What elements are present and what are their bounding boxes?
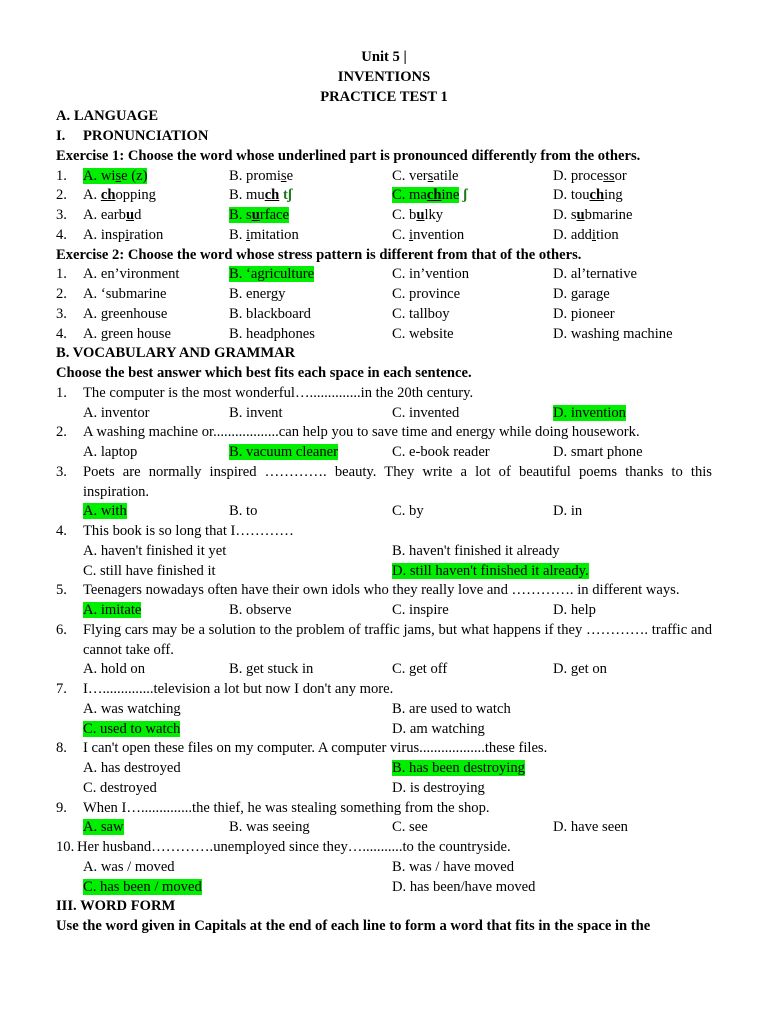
option-text-post: d — [134, 207, 142, 223]
option-label: A. saw — [83, 819, 124, 836]
answer-option — [83, 285, 167, 305]
answer-option — [392, 779, 485, 799]
stress-row — [56, 285, 712, 305]
option-text-post: mitation — [250, 226, 299, 243]
option-label: C. province — [392, 286, 461, 302]
underlined-sound: ch — [589, 187, 605, 204]
option-label: A. with — [83, 503, 127, 520]
option-label: D. has been/have moved — [392, 878, 536, 895]
answer-option — [392, 502, 424, 522]
stress-row — [56, 265, 712, 285]
answer-option — [229, 167, 293, 187]
question-number: 3. — [56, 305, 67, 322]
answer-option — [83, 660, 145, 680]
section-iii-instruction: Use the word given in Capitals at the end of each line to form a word that fits in the space in the — [56, 918, 651, 935]
question-number: 10. — [56, 839, 75, 856]
option-label: C. still have finished it — [83, 562, 216, 579]
question-number: 9. — [56, 799, 67, 816]
option-word — [229, 168, 293, 184]
option-text-post: ration — [129, 226, 164, 243]
option-word — [83, 227, 163, 243]
option-text-pre: C. ver — [392, 167, 428, 184]
answer-option — [229, 186, 292, 206]
answer-option — [392, 720, 485, 740]
option-word — [392, 187, 459, 203]
option-label: A. imitate — [83, 602, 142, 619]
option-text-post: rface — [259, 207, 289, 223]
answer-option — [83, 542, 226, 562]
option-label: A. haven't finished it yet — [83, 542, 227, 559]
ipa-annotation: tʃ — [282, 187, 293, 204]
option-text-pre: B. promi — [229, 167, 281, 184]
question-text: I…..............television a lot but now I don't any more. — [83, 681, 394, 698]
answer-option — [392, 226, 464, 246]
answer-option — [392, 443, 490, 463]
answer-option — [83, 305, 167, 325]
option-label: D. have seen — [553, 819, 628, 836]
option-label: B. ‘agriculture — [229, 266, 315, 283]
option-word — [229, 187, 279, 203]
option-label: C. used to watch — [83, 720, 181, 737]
answer-option — [229, 818, 310, 838]
option-label: B. headphones — [229, 325, 315, 342]
answer-option — [553, 660, 607, 680]
option-label: A. en’vironment — [83, 266, 180, 283]
option-label: A. greenhouse — [83, 305, 168, 322]
answer-option — [392, 660, 447, 680]
answer-row — [56, 542, 712, 562]
option-label: A. was watching — [83, 700, 181, 717]
section-b-instruction: Choose the best answer which best fits each space in each sentence. — [56, 365, 472, 381]
answer-option — [83, 265, 179, 285]
option-word — [83, 207, 141, 223]
question-number: 2. — [56, 187, 67, 204]
answer-row — [56, 779, 712, 799]
option-text-pre: D. s — [553, 207, 577, 223]
vocabulary-questions — [56, 384, 712, 898]
answer-option — [229, 502, 257, 522]
question-number: 2. — [56, 286, 67, 302]
option-label: B. get stuck in — [229, 661, 314, 678]
option-text-post: atile — [433, 167, 459, 184]
section-i-num: I. — [56, 128, 66, 144]
option-text-pre: A. — [83, 187, 101, 204]
exercise1-instruction: Exercise 1: Choose the word whose underlined part is pronounced differently from the others. — [56, 147, 641, 164]
question-text: Flying cars may be a solution to the problem of traffic jams, but what happens if they …………. traffic and cannot take off. — [83, 621, 712, 658]
answer-option — [553, 502, 582, 522]
answer-option — [392, 700, 511, 720]
pronunciation-row — [56, 186, 712, 206]
option-label: D. in — [553, 503, 583, 520]
answer-option — [392, 265, 469, 285]
underlined-sound: u — [251, 207, 260, 223]
answer-option — [392, 404, 459, 424]
option-word — [392, 227, 464, 243]
question-number: 6. — [56, 621, 67, 638]
question-text: The computer is the most wonderful…..............in the 20th century. — [83, 384, 474, 401]
answer-option — [83, 325, 171, 345]
option-word — [392, 168, 458, 184]
answer-option — [553, 186, 623, 206]
answer-option — [553, 226, 619, 246]
option-word — [392, 207, 443, 223]
option-text-post: opping — [115, 187, 156, 204]
answer-row — [56, 720, 712, 740]
answer-option — [83, 186, 156, 206]
answer-option — [229, 404, 283, 424]
answer-option — [83, 720, 180, 740]
option-label: D. am watching — [392, 720, 485, 737]
underlined-sound: s — [115, 167, 122, 184]
exercise2-instruction: Exercise 2: Choose the word whose stress pattern is different from that of the others. — [56, 246, 582, 263]
option-label: D. al’ternative — [553, 266, 638, 283]
answer-option — [553, 285, 610, 305]
option-label: B. blackboard — [229, 305, 311, 322]
answer-option — [553, 818, 628, 838]
option-label: D. get on — [553, 661, 607, 678]
answer-option — [229, 265, 314, 285]
answer-option — [553, 404, 626, 424]
answer-option — [83, 818, 124, 838]
section-iii-heading: III. WORD FORM — [56, 898, 176, 915]
answer-option — [229, 601, 291, 621]
answer-option — [392, 759, 525, 779]
option-text-pre: A. wi — [83, 167, 116, 184]
option-label: C. tallboy — [392, 305, 450, 322]
question — [56, 680, 712, 739]
unit-heading: Unit 5 | — [361, 49, 407, 65]
answer-option — [553, 305, 615, 325]
question — [56, 621, 712, 680]
option-word — [553, 187, 623, 203]
option-label: B. observe — [229, 602, 292, 619]
answer-row — [56, 404, 712, 424]
answer-option — [392, 542, 560, 562]
question — [56, 522, 712, 581]
question-number: 7. — [56, 681, 67, 698]
option-text-pre: D. tou — [553, 187, 590, 204]
option-word — [553, 168, 627, 184]
answer-option — [553, 443, 643, 463]
option-text-pre: B. s — [229, 207, 252, 223]
answer-row — [56, 878, 712, 898]
option-word — [553, 207, 632, 223]
option-label: C. in’vention — [392, 266, 470, 283]
option-label: C. e-book reader — [392, 444, 490, 461]
option-word — [83, 187, 156, 203]
question-text: This book is so long that I………… — [83, 523, 294, 540]
option-label: D. smart phone — [553, 444, 643, 461]
exercise1-rows — [56, 167, 712, 246]
answer-option — [392, 325, 454, 345]
option-text-post: nvention — [413, 226, 465, 243]
option-text-post: tion — [595, 226, 619, 243]
answer-option — [83, 700, 181, 720]
title-heading: INVENTIONS — [337, 68, 431, 85]
option-text-pre: A. earb — [83, 207, 126, 223]
question — [56, 739, 712, 798]
stress-row — [56, 305, 712, 325]
answer-option — [392, 878, 535, 898]
question-number: 3. — [56, 207, 67, 223]
answer-row — [56, 818, 712, 838]
answer-option — [83, 601, 141, 621]
answer-option — [392, 186, 467, 206]
option-text-pre: C. ma — [392, 187, 427, 204]
option-word — [229, 227, 299, 243]
option-label: C. by — [392, 503, 424, 520]
question — [56, 463, 712, 522]
question-number: 4. — [56, 325, 67, 342]
question-number: 8. — [56, 740, 67, 757]
option-label: D. pioneer — [553, 305, 615, 322]
question-number: 1. — [56, 384, 67, 401]
option-label: B. was / have moved — [392, 858, 514, 875]
pronunciation-row — [56, 226, 712, 246]
option-text-pre: C. — [392, 226, 410, 243]
option-word — [83, 168, 147, 184]
underlined-sound: s — [280, 167, 287, 184]
stress-row — [56, 325, 712, 345]
pronunciation-row — [56, 206, 712, 226]
answer-option — [83, 779, 157, 799]
option-label: A. has destroyed — [83, 760, 181, 777]
question — [56, 384, 712, 424]
option-label: D. help — [553, 602, 596, 619]
option-label: A. laptop — [83, 444, 138, 461]
answer-option — [83, 404, 149, 424]
answer-option — [229, 325, 315, 345]
question-number: 2. — [56, 424, 67, 441]
answer-row — [56, 700, 712, 720]
section-b-heading: B. VOCABULARY AND GRAMMAR — [56, 345, 296, 362]
answer-option — [553, 206, 632, 226]
option-label: C. see — [392, 819, 428, 836]
option-label: C. inspire — [392, 602, 449, 619]
answer-option — [229, 285, 285, 305]
question-text: When I…..............the thief, he was stealing something from the shop. — [83, 799, 490, 816]
answer-row — [56, 858, 712, 878]
answer-option — [83, 167, 147, 187]
question-text: A washing machine or..................can help you to save time and energy while doing housework. — [83, 424, 640, 441]
underlined-sound: u — [125, 207, 135, 223]
option-text-pre: B. mu — [229, 187, 265, 204]
option-text-pre: D. add — [553, 226, 592, 243]
answer-option — [553, 167, 627, 187]
option-text-post: ine — [441, 187, 460, 204]
section-a-heading: A. LANGUAGE — [56, 108, 159, 125]
underlined-sound: u — [576, 207, 585, 223]
option-text-post: lky — [424, 207, 444, 223]
answer-row — [56, 601, 712, 621]
answer-option — [553, 601, 596, 621]
underlined-sound: u — [416, 207, 425, 223]
underlined-sound: i — [591, 226, 596, 243]
option-label: B. haven't finished it already — [392, 542, 560, 559]
underlined-sound: ch — [100, 187, 116, 204]
answer-option — [229, 660, 313, 680]
option-text-post: or — [614, 167, 627, 184]
option-label: B. has been destroying — [392, 760, 525, 777]
document-content — [56, 48, 712, 937]
question-number: 1. — [56, 266, 67, 283]
question-text: Her husband………….unemployed since they…...........to the countryside. — [77, 839, 511, 856]
option-text-post: e (z) — [121, 167, 148, 184]
option-label: C. destroyed — [83, 779, 157, 796]
answer-option — [83, 206, 141, 226]
option-label: C. has been / moved — [83, 878, 202, 895]
answer-option — [83, 878, 202, 898]
question-number: 5. — [56, 582, 67, 599]
option-text-pre: B. — [229, 226, 247, 243]
option-label: D. garage — [553, 286, 610, 302]
question-text: I can't open these files on my computer. A computer virus..................these files. — [83, 740, 548, 757]
answer-row — [56, 660, 712, 680]
answer-row — [56, 443, 712, 463]
answer-option — [553, 265, 637, 285]
answer-option — [83, 562, 216, 582]
option-label: D. invention — [553, 404, 626, 421]
option-text-pre: C. b — [392, 207, 417, 223]
answer-option — [392, 305, 450, 325]
question-number: 4. — [56, 523, 67, 540]
option-label: B. was seeing — [229, 819, 310, 836]
answer-option — [83, 502, 127, 522]
answer-option — [392, 601, 449, 621]
question-text: Teenagers nowadays often have their own idols who they really love and …………. in different ways. — [83, 582, 680, 599]
answer-option — [392, 562, 589, 582]
answer-option — [392, 206, 443, 226]
question-number: 1. — [56, 167, 67, 184]
question — [56, 423, 712, 463]
underlined-sound: ch — [426, 187, 442, 204]
exercise2-rows — [56, 265, 712, 344]
pronunciation-row — [56, 167, 712, 187]
option-label: B. energy — [229, 286, 286, 302]
option-text-pre: D. proce — [553, 167, 604, 184]
underlined-sound: ch — [264, 187, 280, 204]
answer-option — [229, 305, 311, 325]
option-text-post: ing — [604, 187, 623, 204]
option-label: D. still haven't finished it already. — [392, 562, 589, 579]
option-label: C. website — [392, 325, 454, 342]
option-label: B. invent — [229, 404, 283, 421]
option-label: B. to — [229, 503, 258, 520]
question-text: Poets are normally inspired …………. beauty. They write a lot of beautiful poems thanks to this inspiration. — [83, 463, 712, 500]
answer-option — [83, 226, 163, 246]
answer-option — [392, 285, 460, 305]
answer-option — [553, 325, 673, 345]
underlined-sound: i — [125, 226, 130, 243]
underlined-sound: i — [409, 226, 414, 243]
answer-option — [229, 443, 338, 463]
option-label: A. ‘submarine — [83, 286, 167, 302]
question-number: 3. — [56, 463, 67, 480]
section-i-heading — [56, 127, 712, 147]
option-label: A. green house — [83, 325, 171, 342]
answer-option — [83, 759, 181, 779]
question — [56, 838, 712, 897]
question-number: 4. — [56, 226, 67, 243]
answer-option — [83, 858, 175, 878]
answer-option — [83, 443, 137, 463]
option-label: B. are used to watch — [392, 700, 511, 717]
option-word — [553, 227, 619, 243]
option-text-pre: A. insp — [83, 226, 126, 243]
option-text-post: bmarine — [584, 207, 633, 223]
answer-option — [229, 206, 289, 226]
question — [56, 581, 712, 621]
underlined-sound: ss — [603, 167, 615, 184]
answer-option — [392, 167, 458, 187]
ipa-annotation: ʃ — [462, 187, 468, 204]
option-label: A. inventor — [83, 404, 150, 421]
option-label: B. vacuum cleaner — [229, 444, 338, 461]
option-label: D. is destroying — [392, 779, 485, 796]
option-label: C. get off — [392, 661, 448, 678]
answer-row — [56, 502, 712, 522]
question — [56, 799, 712, 839]
answer-row — [56, 759, 712, 779]
option-text-post: e — [286, 167, 294, 184]
subtitle-heading: PRACTICE TEST 1 — [320, 88, 448, 105]
option-label: A. hold on — [83, 661, 146, 678]
answer-option — [392, 858, 514, 878]
option-label: A. was / moved — [83, 858, 175, 875]
answer-option — [229, 226, 299, 246]
underlined-sound: s — [427, 167, 434, 184]
section-i-title: PRONUNCIATION — [83, 128, 209, 144]
answer-option — [392, 818, 428, 838]
option-word — [229, 207, 289, 223]
option-label: C. invented — [392, 404, 460, 421]
underlined-sound: i — [246, 226, 251, 243]
option-label: D. washing machine — [553, 325, 673, 342]
answer-row — [56, 562, 712, 582]
